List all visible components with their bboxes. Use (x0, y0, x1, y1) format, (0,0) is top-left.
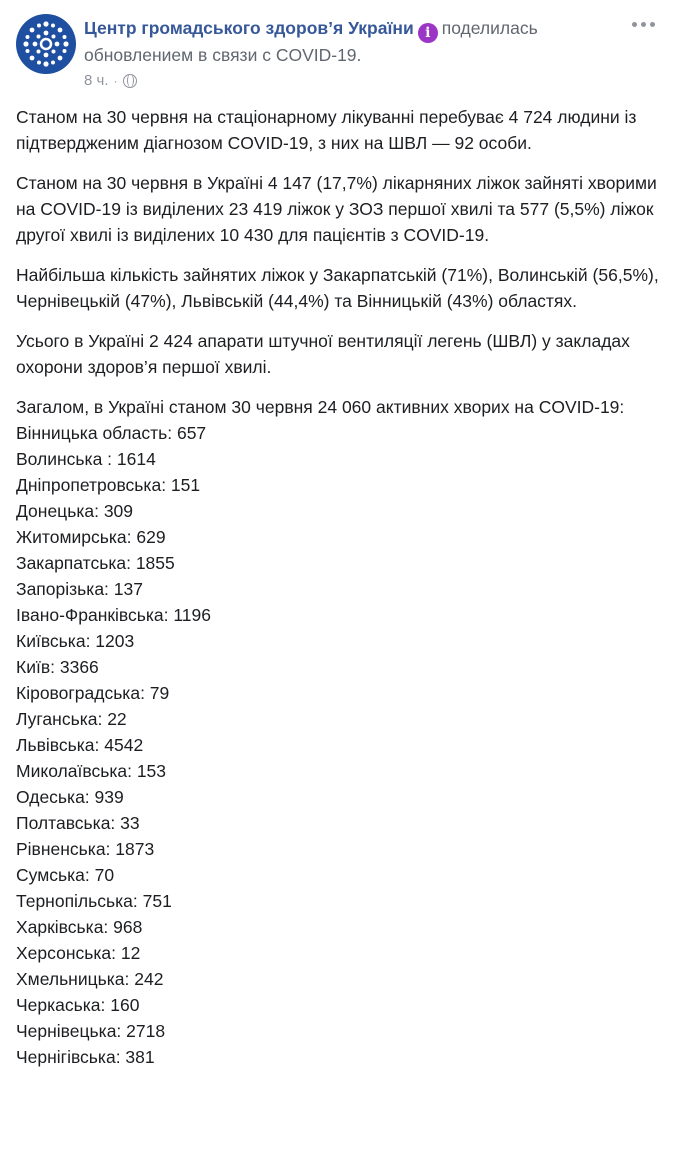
region-line: Херсонська: 12 (16, 943, 141, 963)
post-time[interactable]: 8 ч. (84, 72, 109, 89)
region-line: Одеська: 939 (16, 787, 124, 807)
region-line: Вінницька область: 657 (16, 423, 207, 443)
region-line: Житомирська: 629 (16, 527, 166, 547)
region-line: Волинська : 1614 (16, 449, 156, 469)
region-line: Київська: 1203 (16, 631, 135, 651)
region-line: Київ: 3366 (16, 657, 99, 677)
action-text: поделилась обновлением в связи с COVID-19. (84, 18, 538, 65)
region-line: Черкаська: 160 (16, 995, 140, 1015)
region-line: Полтавська: 33 (16, 813, 140, 833)
post-meta (84, 72, 137, 89)
region-line: Донецька: 309 (16, 501, 134, 521)
region-line: Дніпропетровська: 151 (16, 475, 201, 495)
region-line: Луганська: 22 (16, 709, 127, 729)
region-line: Чернігівська: 381 (16, 1047, 155, 1067)
region-line: Івано-Франківська: 1196 (16, 605, 211, 625)
paragraph-inpatients: Станом на 30 червня на стаціонарному лікуванні перебуває 4 724 людини із підтвердженим діагнозом COVID-19, з них на ШВЛ — 92 особи. (16, 107, 637, 153)
region-line: Львівська: 4542 (16, 735, 144, 755)
info-badge-icon: i (418, 23, 438, 43)
region-line: Кіровоградська: 79 (16, 683, 170, 703)
region-line: Запорізька: 137 (16, 579, 143, 599)
paragraph-ventilators: Усього в Україні 2 424 апарати штучної вентиляції легень (ШВЛ) у закладах охорони здоров’я першої хвилі. (16, 331, 630, 377)
region-line: Закарпатська: 1855 (16, 553, 175, 573)
page-avatar[interactable] (16, 14, 76, 74)
region-line: Рівненська: 1873 (16, 839, 155, 859)
region-line: Сумська: 70 (16, 865, 115, 885)
paragraph-top-regions: Найбільша кількість зайнятих ліжок у Закарпатській (71%), Волинській (56,5%), Чернівецькій (47%), Львівській (44,4%) та Вінницькій (43%) областях. (16, 265, 659, 311)
more-options-icon[interactable] (632, 22, 655, 27)
region-line: Чернівецька: 2718 (16, 1021, 166, 1041)
title-line (84, 16, 604, 68)
meta-separator: · (113, 73, 118, 88)
post-body (16, 104, 666, 1070)
region-line: Харківська: 968 (16, 917, 143, 937)
page-name-link[interactable]: Центр громадського здоров’я України (84, 18, 414, 38)
globe-icon[interactable] (123, 74, 137, 88)
region-list (16, 420, 666, 1070)
paragraph-active-cases: Загалом, в Україні станом 30 червня 24 060 активних хворих на COVID-19: (16, 397, 625, 417)
logo-icon (21, 19, 71, 69)
region-line: Хмельницька: 242 (16, 969, 164, 989)
region-line: Миколаївська: 153 (16, 761, 167, 781)
paragraph-beds: Станом на 30 червня в Україні 4 147 (17,7%) лікарняних ліжок зайняті хворими на COVID-19 із виділених 23 419 ліжок у ЗОЗ першої хвилі та 577 (5,5%) ліжок другої хвилі із виділених 10 430 для пацієнтів з COVID-19. (16, 173, 657, 245)
header-text (84, 16, 604, 68)
post-header (16, 12, 663, 96)
region-line: Тернопільська: 751 (16, 891, 172, 911)
